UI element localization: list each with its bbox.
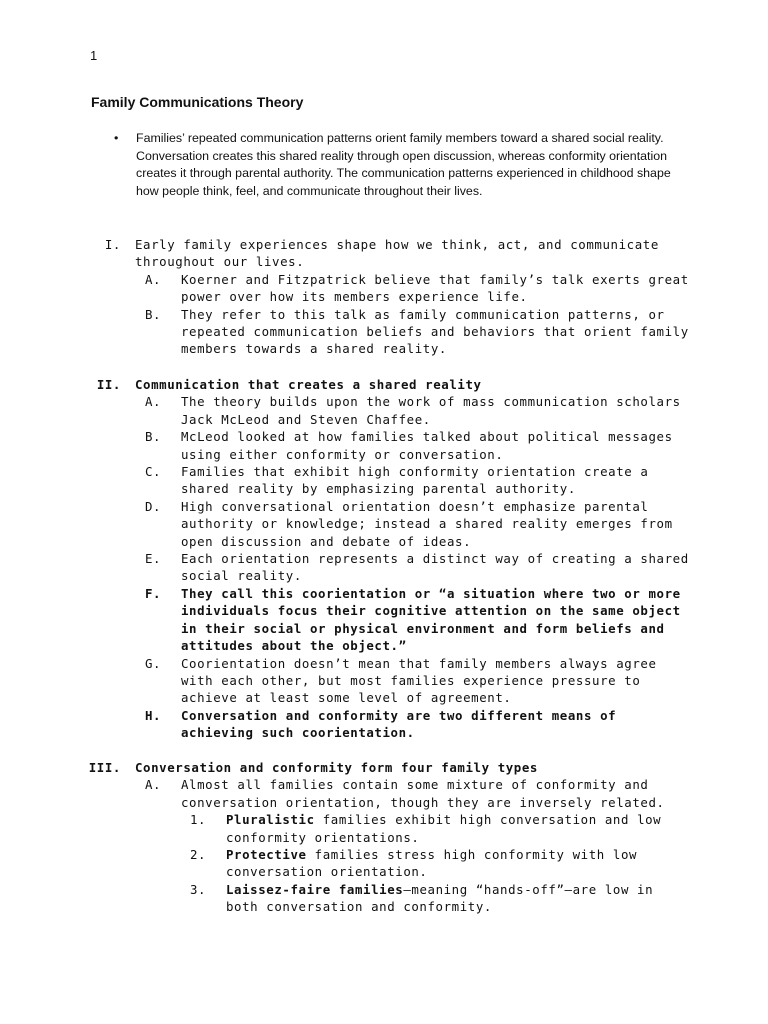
item-text: Coorientation doesn’t mean that family members always agree with each other, but most families experience pressure to achieve at least some level of agreement. — [181, 655, 657, 706]
outline-item — [0, 428, 768, 463]
outline-subitem — [0, 881, 768, 916]
outline-item — [0, 585, 768, 655]
outline-item — [0, 776, 768, 811]
subitem-number: 2. — [190, 847, 207, 863]
subitem-term: Pluralistic — [226, 812, 315, 828]
outline-subitem — [0, 846, 768, 881]
subitem-body: families exhibit high conversation and low conformity orientations. — [226, 812, 662, 845]
item-text: Almost all families contain some mixture of conformity and conversation orientation, though they are inversely related. — [181, 777, 665, 810]
outline-section-2 — [0, 376, 768, 742]
intro-bullet — [114, 130, 674, 200]
outline-item — [0, 306, 768, 358]
item-letter: C. — [145, 464, 162, 480]
page-number: 1 — [90, 48, 98, 63]
item-text: Each orientation represents a distinct way of creating a shared social reality. — [181, 551, 689, 584]
subitem-number: 1. — [190, 812, 207, 828]
subitem-body: —meaning “hands-off”—are low in both conversation and conformity. — [226, 881, 654, 915]
item-letter: D. — [145, 498, 162, 514]
outline-subitem — [0, 811, 768, 846]
item-text: They call this coorientation or “a situation where two or more individuals focus their cognitive attention on the same object in their social or physical environment and form beliefs and attitudes about the object.” — [181, 585, 681, 654]
item-letter: B. — [145, 429, 162, 445]
item-letter: F. — [145, 585, 162, 601]
subitem-term: Protective — [226, 847, 307, 863]
section-heading: Conversation and conformity form four family types — [135, 760, 538, 775]
item-text: Families that exhibit high conformity orientation create a shared reality by emphasizing parental authority. — [181, 464, 649, 497]
item-text: High conversational orientation doesn’t emphasize parental authority or knowledge; instead a shared reality emerges from open discussion and debate of ideas. — [181, 498, 673, 549]
item-letter: B. — [145, 306, 162, 322]
outline-section-3 — [0, 759, 768, 916]
outline-item — [0, 463, 768, 498]
outline-item — [0, 655, 768, 707]
subitem-number: 3. — [190, 881, 207, 897]
outline-item — [0, 393, 768, 428]
section-numeral: I. — [104, 237, 121, 252]
item-text: McLeod looked at how families talked about political messages using either conformity or conversation. — [181, 429, 673, 462]
item-text: The theory builds upon the work of mass communication scholars Jack McLeod and Steven Chaffee. — [181, 394, 681, 427]
section-heading: Early family experiences shape how we think, act, and communicate throughout our lives. — [135, 237, 659, 270]
subitem-text — [226, 881, 686, 916]
item-letter: H. — [145, 707, 162, 723]
document-title: Family Communications Theory — [91, 94, 304, 110]
section-numeral: III. — [88, 760, 121, 775]
item-text: They refer to this talk as family communication patterns, or repeated communication beliefs and behaviors that orient family members towards a shared reality. — [181, 306, 689, 357]
section-heading: Communication that creates a shared reality — [135, 377, 482, 392]
item-letter: A. — [145, 394, 162, 410]
section-numeral: II. — [96, 377, 121, 392]
intro-bullet-text: Families’ repeated communication patterns orient family members toward a shared social reality. Conversation creates this shared reality through open discussion, whereas conformity orientation creates it through parental authority. The communication patterns experienced in childhood shape how people think, feel, and communicate throughout their lives. — [136, 131, 671, 198]
item-letter: E. — [145, 551, 162, 567]
subitem-text — [226, 846, 686, 881]
subitem-text — [226, 811, 686, 846]
item-letter: A. — [145, 777, 162, 793]
subitem-term: Laissez-faire families — [226, 881, 404, 897]
bullet-icon: • — [114, 131, 119, 145]
outline-item — [0, 707, 768, 742]
item-letter: G. — [145, 655, 162, 671]
subitem-body: families stress high conformity with low conversation orientation. — [226, 847, 638, 880]
outline-item — [0, 271, 768, 306]
item-letter: A. — [145, 271, 162, 287]
item-text: Koerner and Fitzpatrick believe that family’s talk exerts great power over how its members experience life. — [181, 271, 689, 305]
outline-item — [0, 550, 768, 585]
outline-section-1 — [0, 236, 768, 358]
outline-item — [0, 498, 768, 550]
item-text: Conversation and conformity are two different means of achieving such coorientation. — [181, 707, 617, 741]
